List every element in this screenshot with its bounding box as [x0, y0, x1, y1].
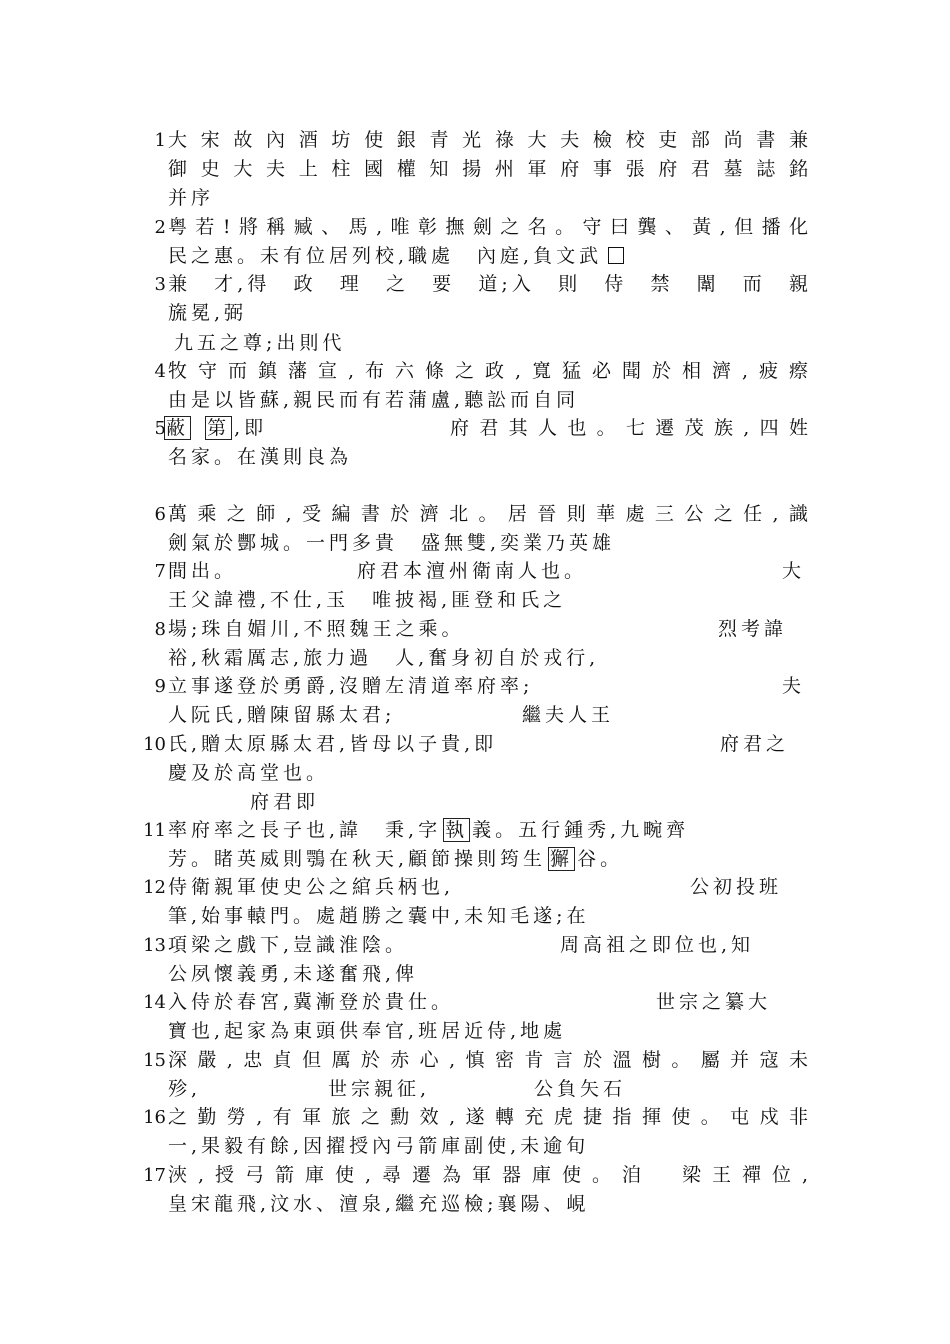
text-line: 大宋故內酒坊使銀青光祿大夫檢校吏部尚書兼 — [168, 129, 808, 151]
text-line: 慶及於高堂也。 — [168, 762, 330, 784]
line-number: 11 — [143, 820, 166, 841]
text-line: 府君即 — [250, 791, 320, 813]
text-line: 侍衛親軍使史公之綰兵柄也, — [168, 876, 455, 898]
text-line: 筆,始事轅門。處趙勝之囊中,未知毛遂;在 — [168, 905, 590, 927]
line-number: 6 — [154, 504, 166, 525]
text-line: 御史大夫上柱國權知揚州軍府事張府君墓誌銘 — [168, 158, 808, 180]
text-line — [168, 845, 808, 874]
line-number: 13 — [143, 935, 166, 956]
text-line: 公夙懷義勇,未遂奮飛,俾 — [168, 963, 419, 985]
text-line: 皇宋龍飛,汶水、澶泉,繼充巡檢;襄陽、峴 — [168, 1193, 590, 1215]
line-number: 17 — [143, 1165, 166, 1186]
text-line: 兼 才,得 政 理 之 要 道;入 則 侍 禁 闈 而 親 — [168, 273, 808, 295]
text-line: 九五之尊;出則代 — [174, 332, 346, 354]
text-line: 氏,贈太原縣太君,皆母以子貴,即 — [168, 733, 498, 755]
text-line: 一,果毅有餘,因擢授內弓箭庫副使,未逾旬 — [168, 1135, 590, 1157]
line-number: 14 — [143, 992, 166, 1013]
text-line: 并序 — [168, 187, 215, 209]
text-line: 間出。 — [168, 560, 238, 582]
text-span: ,即 — [234, 417, 268, 439]
line-number: 1 — [154, 130, 166, 151]
text-line: 入侍於春宮,冀漸登於貴仕。 — [168, 991, 455, 1013]
text-line: 牧守而鎮藩宣,布六條之政,寬猛必聞於相濟,疲瘵 — [168, 360, 808, 382]
text-line: 萬乘之師,受編書於濟北。居晉則華處三公之任,識 — [168, 503, 808, 525]
text-line: 夫 — [782, 675, 806, 697]
line-number: 7 — [154, 561, 166, 582]
text-line: 旒冕,弼 — [168, 302, 248, 324]
text-span: 民之惠。未有位居列校,職處 內庭,負文武 — [168, 245, 603, 267]
boxed-character: 執 — [445, 819, 469, 841]
text-line: 王父諱禮,不仕,玉 唯披褐,匪登和氏之 — [168, 589, 567, 611]
line-number: 4 — [154, 361, 166, 382]
text-line — [168, 816, 808, 845]
text-line: 名家。在漢則良為 — [168, 446, 353, 468]
text-line: 浹,授弓箭庫使,尋遷為軍器庫使。洎 梁王禪位, — [168, 1164, 808, 1186]
text-line: 烈考諱 — [718, 618, 788, 640]
line-number: 16 — [143, 1107, 166, 1128]
text-line: 殄, — [168, 1078, 202, 1100]
line-number: 10 — [143, 734, 166, 755]
text-span: 率府率之長子也,諱 秉,字 — [168, 819, 442, 841]
line-number: 5 — [154, 418, 166, 439]
line-number: 2 — [154, 217, 166, 238]
text-span: 府君其人也。七遷茂族,四姓 — [450, 417, 808, 439]
text-line: 項梁之戲下,豈識淮陰。 — [168, 934, 409, 956]
text-line: 世宗之纂大 — [656, 991, 772, 1013]
boxed-character: 獬 — [550, 848, 574, 870]
text-line: 公初投班 — [690, 876, 783, 898]
text-line: 深嚴,忠貞但厲於赤心,慎密肯言於溫樹。屬并寇未 — [168, 1049, 808, 1071]
missing-character-box — [608, 247, 624, 264]
line-number: 8 — [154, 619, 166, 640]
text-span: 義。五行鍾秀,九畹齊 — [472, 819, 690, 841]
text-line: 府君之 — [720, 733, 790, 755]
text-line: 世宗親征, — [328, 1078, 431, 1100]
text-line — [450, 414, 808, 443]
line-number: 12 — [143, 877, 166, 898]
text-line: 公負矢石 — [534, 1078, 627, 1100]
line-number: 15 — [143, 1050, 166, 1071]
line-number: 3 — [154, 274, 166, 295]
text-line: 裕,秋霜厲志,旅力過 人,奮身初自於戎行, — [168, 647, 600, 669]
text-line: 府君本澶州衛南人也。 — [357, 560, 588, 582]
text-span: 谷。 — [577, 848, 624, 870]
text-line: 由是以皆蘇,親民而有若蒲盧,聽訟而自同 — [168, 389, 580, 411]
text-line-with-missing-char — [168, 242, 808, 271]
text-line: 粤若!將稱臧、馬,唯彰撫劍之名。守曰龔、黃,但播化 — [168, 216, 808, 238]
boxed-character: 蔽 — [166, 417, 190, 439]
text-line: 寶也,起家為東頭供奉官,班居近侍,地處 — [168, 1020, 567, 1042]
text-line: 大 — [782, 560, 806, 582]
boxed-character: 第 — [207, 417, 231, 439]
text-line: 繼夫人王 — [522, 704, 615, 726]
text-line: 之勤勞,有軍旅之勳效,遂轉充虎捷指揮使。屯戍非 — [168, 1106, 808, 1128]
text-line: 人阮氏,贈陳留縣太君; — [168, 704, 396, 726]
text-line: 劍氣於酆城。一門多貴 盛無雙,奕業乃英雄 — [168, 532, 616, 554]
text-line: 立事遂登於勇爵,沒贈左清道率府率; — [168, 675, 534, 697]
text-line: 周高祖之即位也,知 — [560, 934, 755, 956]
line-number: 9 — [154, 676, 166, 697]
text-span: 芳。睹英威則鶚在秋天,顧節操則筠生 — [168, 848, 547, 870]
text-line: 場;珠自媚川,不照魏王之乘。 — [168, 618, 465, 640]
